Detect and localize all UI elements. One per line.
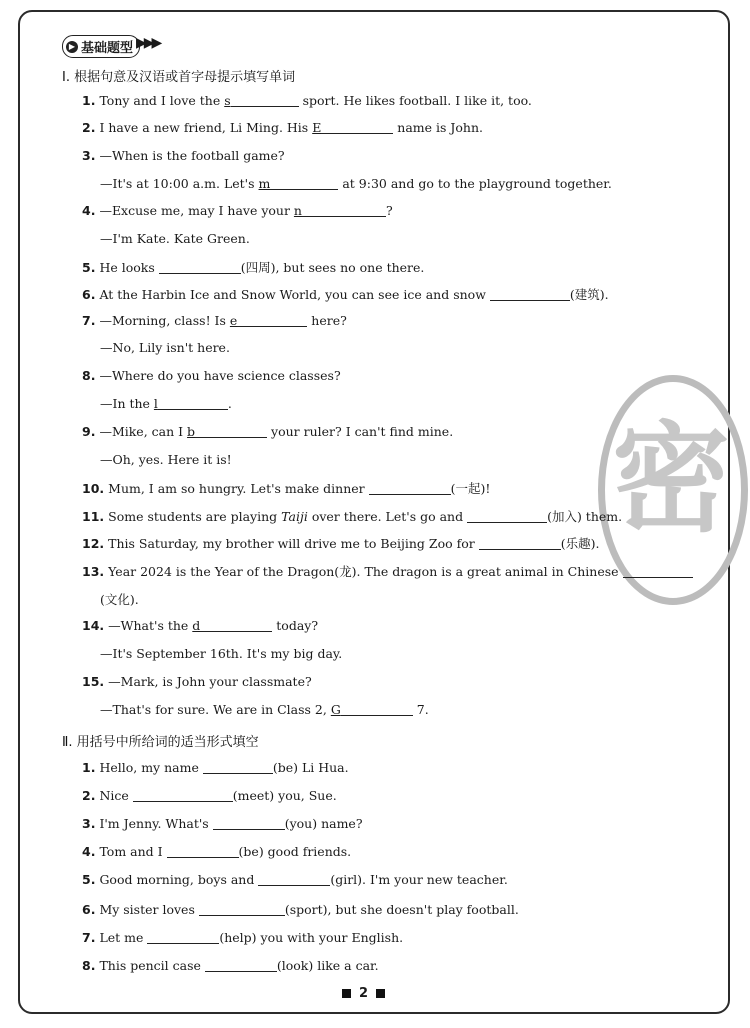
play-icon: ▶ — [66, 41, 78, 53]
question-2-3: 3. I'm Jenny. What's (you) name? — [82, 816, 363, 831]
answer-blank[interactable] — [302, 203, 386, 217]
page-number: 2 — [359, 986, 369, 1001]
arrows-icon: ▶▶▶ — [136, 35, 160, 51]
answer-blank[interactable] — [479, 536, 561, 550]
question-1-14: 14. —What's the d today? — [82, 618, 319, 633]
answer-blank[interactable] — [158, 396, 228, 410]
question-1-4-line2: —I'm Kate. Kate Green. — [100, 231, 250, 246]
answer-blank[interactable] — [205, 958, 277, 972]
answer-blank[interactable] — [231, 93, 299, 107]
answer-blank[interactable] — [159, 260, 241, 274]
question-1-3-line2: —It's at 10:00 a.m. Let's m at 9:30 and go to the playground together. — [100, 176, 612, 191]
question-1-8: 8. —Where do you have science classes? — [82, 368, 341, 383]
question-1-7: 7. —Morning, class! Is e here? — [82, 313, 347, 328]
question-1-14-line2: —It's September 16th. It's my big day. — [100, 646, 343, 661]
question-1-3: 3. —When is the football game? — [82, 148, 285, 163]
question-2-5: 5. Good morning, boys and (girl). I'm your new teacher. — [82, 872, 508, 887]
question-1-15-line2: —That's for sure. We are in Class 2, G 7. — [100, 702, 429, 717]
question-1-13-line2: (文化). — [100, 592, 139, 607]
question-2-1: 1. Hello, my name (be) Li Hua. — [82, 760, 349, 775]
question-1-8-line2: —In the l . — [100, 396, 232, 411]
question-2-8: 8. This pencil case (look) like a car. — [82, 958, 379, 973]
answer-blank[interactable] — [199, 902, 285, 916]
section-1-title: Ⅰ. 根据句意及汉语或首字母提示填写单词 — [62, 70, 296, 85]
answer-blank[interactable] — [133, 788, 233, 802]
question-1-1: 1. Tony and I love the s sport. He likes football. I like it, too. — [82, 93, 532, 108]
question-2-6: 6. My sister loves (sport), but she doesn't play football. — [82, 902, 519, 917]
badge-label: 基础题型 — [81, 41, 134, 56]
question-1-11: 11. Some students are playing Taiji over there. Let's go and (加入) them. — [82, 509, 623, 524]
question-1-5: 5. He looks (四周), but sees no one there. — [82, 260, 425, 275]
section-badge — [62, 35, 140, 58]
question-1-13: 13. Year 2024 is the Year of the Dragon(龙). The dragon is a great animal in Chinese — [82, 562, 693, 580]
question-1-9: 9. —Mike, can I b your ruler? I can't find mine. — [82, 424, 454, 439]
answer-blank[interactable] — [490, 287, 570, 301]
answer-blank[interactable] — [623, 564, 693, 578]
stamp-glyph: 密 — [612, 410, 731, 548]
answer-blank[interactable] — [195, 424, 267, 438]
answer-blank[interactable] — [213, 816, 285, 830]
question-1-2: 2. I have a new friend, Li Ming. His E name is John. — [82, 120, 484, 135]
answer-blank[interactable] — [341, 702, 413, 716]
answer-blank[interactable] — [203, 760, 273, 774]
question-2-7: 7. Let me (help) you with your English. — [82, 930, 404, 945]
question-1-6: 6. At the Harbin Ice and Snow World, you can see ice and snow (建筑). — [82, 287, 609, 302]
question-1-10: 10. Mum, I am so hungry. Let's make dinner (一起)! — [82, 481, 491, 496]
answer-blank[interactable] — [167, 844, 239, 858]
question-1-4: 4. —Excuse me, may I have your n ? — [82, 203, 393, 218]
question-1-9-line2: —Oh, yes. Here it is! — [100, 452, 232, 467]
answer-blank[interactable] — [467, 509, 547, 523]
square-icon — [376, 989, 385, 998]
answer-blank[interactable] — [270, 176, 338, 190]
square-icon — [342, 989, 351, 998]
answer-blank[interactable] — [200, 618, 272, 632]
answer-blank[interactable] — [369, 481, 451, 495]
question-1-12: 12. This Saturday, my brother will drive me to Beijing Zoo for (乐趣). — [82, 536, 600, 551]
answer-blank[interactable] — [237, 313, 307, 327]
question-1-15: 15. —Mark, is John your classmate? — [82, 674, 312, 689]
answer-blank[interactable] — [321, 120, 393, 134]
question-2-2: 2. Nice (meet) you, Sue. — [82, 788, 337, 803]
page-footer — [342, 986, 385, 1001]
answer-blank[interactable] — [258, 872, 330, 886]
answer-blank[interactable] — [147, 930, 219, 944]
question-2-4: 4. Tom and I (be) good friends. — [82, 844, 352, 859]
question-1-7-line2: —No, Lily isn't here. — [100, 340, 230, 355]
section-2-title: Ⅱ. 用括号中所给词的适当形式填空 — [62, 735, 259, 750]
